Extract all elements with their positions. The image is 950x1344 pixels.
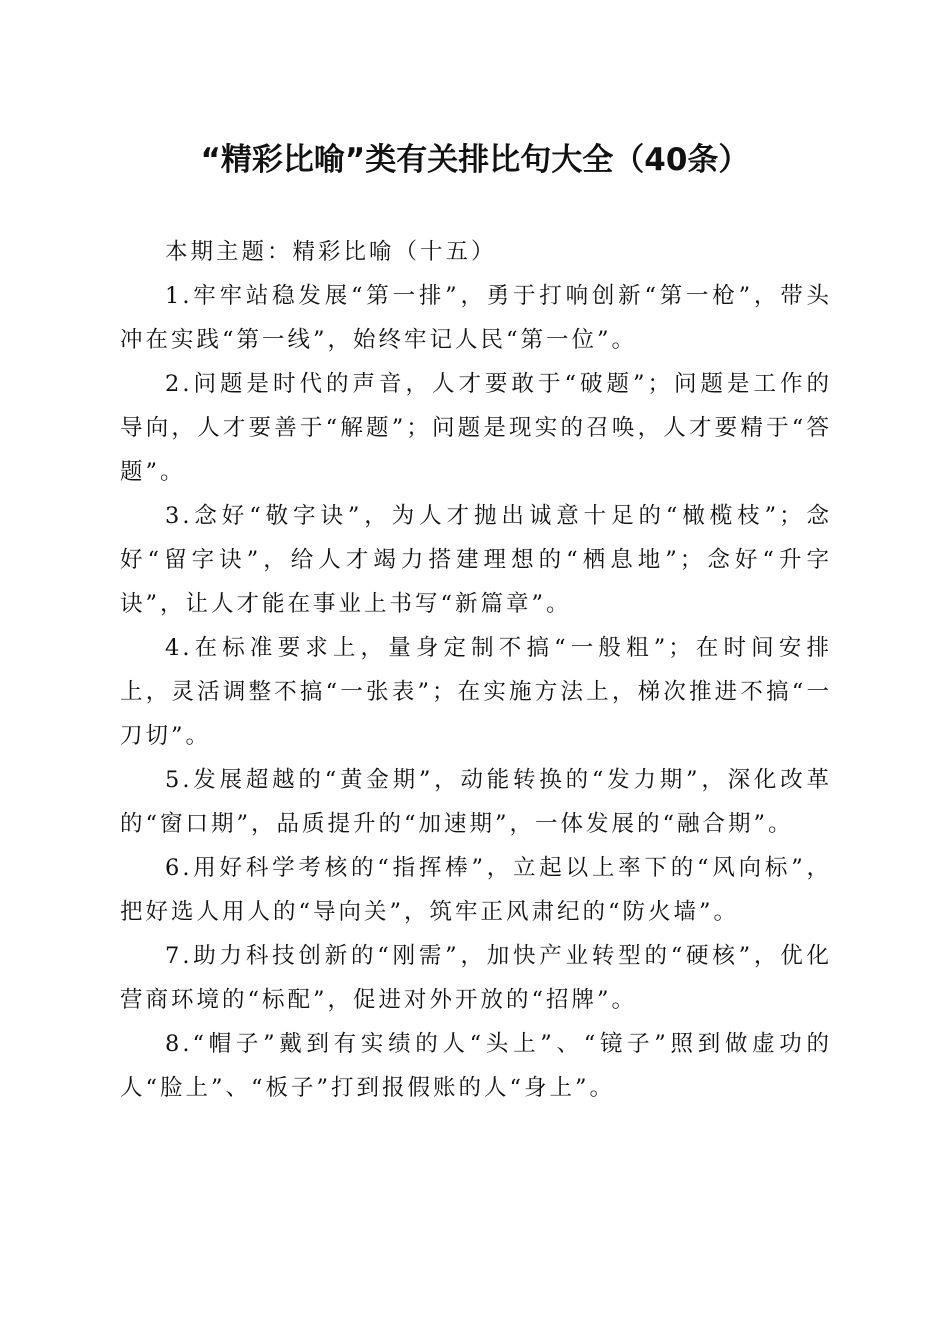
document-body [120,230,832,1110]
paragraph-1: 1.牢牢站稳发展“第一排”，勇于打响创新“第一枪”，带头冲在实践“第一线”，始终牢记人民“第一位”。 [120,283,832,353]
paragraph-2: 2.问题是时代的声音，人才要敢于“破题”；问题是工作的导向，人才要善于“解题”；问题是现实的召唤，人才要精于“答题”。 [120,371,832,485]
paragraph-3: 3.念好“敬字诀”，为人才抛出诚意十足的“橄榄枝”；念好“留字诀”，给人才竭力搭建理想的“栖息地”；念好“升字诀”，让人才能在事业上书写“新篇章”。 [120,503,832,617]
paragraph-4: 4.在标准要求上，量身定制不搞“一般粗”；在时间安排上，灵活调整不搞“一张表”；在实施方法上，梯次推进不搞“一刀切”。 [120,635,832,749]
paragraph-7: 7.助力科技创新的“刚需”，加快产业转型的“硬核”，优化营商环境的“标配”，促进对外开放的“招牌”。 [120,943,832,1013]
paragraph-5: 5.发展超越的“黄金期”，动能转换的“发力期”，深化改革的“窗口期”，品质提升的“加速期”，一体发展的“融合期”。 [120,767,832,837]
intro-paragraph: 本期主题：精彩比喻（十五） [165,239,497,265]
paragraph-8: 8.“帽子”戴到有实绩的人“头上”、“镜子”照到做虚功的人“脸上”、“板子”打到报假账的人“身上”。 [120,1031,832,1101]
document-title: “精彩比喻”类有关排比句大全（40条） [200,142,750,178]
paragraph-6: 6.用好科学考核的“指挥棒”，立起以上率下的“风向标”，把好选人用人的“导向关”，筑牢正风肃纪的“防火墙”。 [120,855,832,925]
